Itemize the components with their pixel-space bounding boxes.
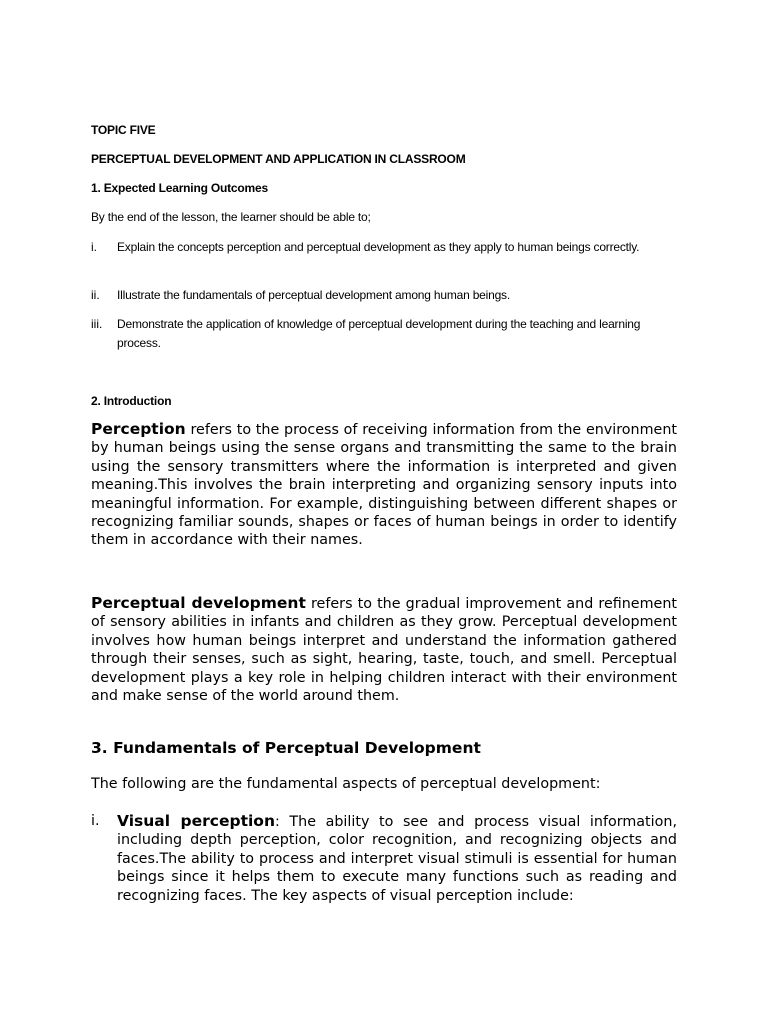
fundamentals-heading: 3. Fundamentals of Perceptual Development xyxy=(91,739,481,757)
outcomes-intro: By the end of the lesson, the learner should be able to; xyxy=(91,210,371,224)
perception-definition: refers to the process of receiving information from the environment by human beings using the sense organs and transmitting the same to the brain using the sensory transmitters where the information is interpreted and given meaning.This involves the brain interpreting and organizing sensory inputs into meaningful information. For example, distinguishing between different shapes or recognizing familiar sounds, shapes or faces of human beings in order to identify them in accordance with their names. xyxy=(91,422,677,549)
list-item-number: i. xyxy=(91,240,97,254)
document-title: PERCEPTUAL DEVELOPMENT AND APPLICATION IN CLASSROOM xyxy=(91,152,466,166)
fundamentals-intro: The following are the fundamental aspects of perceptual development: xyxy=(91,776,601,792)
outcomes-heading: 1. Expected Learning Outcomes xyxy=(91,181,268,195)
term-perceptual-development: Perceptual development xyxy=(91,594,306,612)
list-item-number: ii. xyxy=(91,288,100,302)
list-item-text xyxy=(117,812,677,905)
list-item-text: Illustrate the fundamentals of perceptual development among human beings. xyxy=(117,288,510,302)
list-item-number: i. xyxy=(91,813,100,829)
topic-label: TOPIC FIVE xyxy=(91,123,156,137)
perception-paragraph xyxy=(91,420,677,550)
perceptual-development-definition: refers to the gradual improvement and refinement of sensory abilities in infants and children as they grow. Perceptual development involves how human beings interpret and understand the information gathered through their senses, such as sight, hearing, taste, touch, and smell. Perceptual development plays a key role in helping children interact with their environment and make sense of the world around them. xyxy=(91,596,677,705)
perceptual-development-paragraph xyxy=(91,594,677,705)
list-item-text: Explain the concepts perception and perceptual development as they apply to human beings correctly. xyxy=(117,240,640,254)
list-item-text: Demonstrate the application of knowledge of perceptual development during the teaching and learning process. xyxy=(117,317,641,350)
intro-heading: 2. Introduction xyxy=(91,394,172,408)
term-perception: Perception xyxy=(91,420,186,438)
list-item-number: iii. xyxy=(91,317,103,331)
visual-perception-description: : The ability to see and process visual information, including depth perception, color recognition, and recognizing objects and faces.The ability to process and interpret visual stimuli is essential for human beings since it helps them to execute many functions such as reading and recognizing faces. The key aspects of visual perception include: xyxy=(117,814,677,904)
term-visual-perception: Visual perception xyxy=(117,812,275,830)
